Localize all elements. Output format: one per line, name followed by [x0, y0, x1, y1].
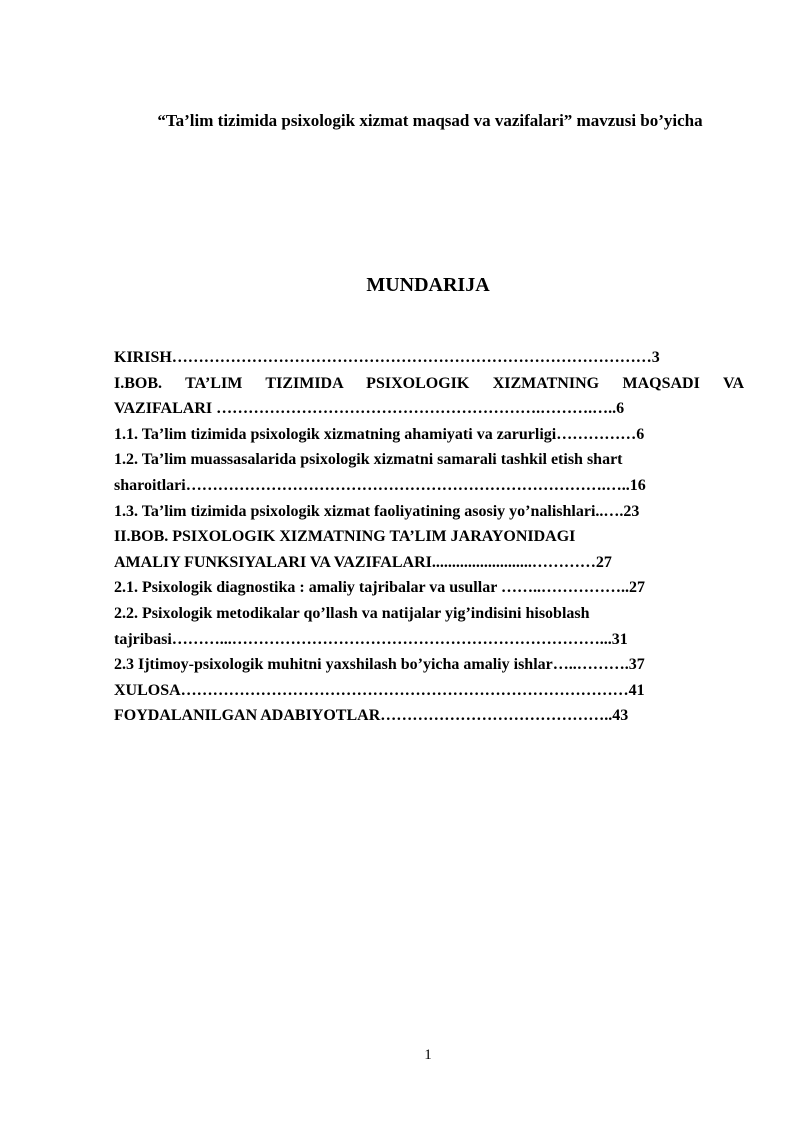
toc-entry-section-2-2-cont[interactable]: tajribasi………...……………………………………………………………...31: [114, 630, 628, 648]
toc-heading: MUNDARIJA: [366, 274, 490, 296]
toc-entry-chapter-2-title-cont[interactable]: AMALIY FUNKSIYALARI VA VAZIFALARI.........................…………27: [114, 553, 612, 571]
toc-entry-xulosa[interactable]: XULOSA…………………………………………………………………………41: [114, 681, 645, 699]
toc-entry-chapter-2-title[interactable]: II.BOB. PSIXOLOGIK XIZMATNING TA’LIM JARAYONIDAGI: [114, 528, 576, 546]
toc-entry-section-1-2-cont[interactable]: sharoitlari…………………………………………………………………….…..16: [114, 476, 646, 494]
toc-entry-section-2-3[interactable]: 2.3 Ijtimoy-psixologik muhitni yaxshilash bo’yicha amaliy ishlar…..……….37: [114, 656, 645, 674]
page-number: 1: [424, 1047, 432, 1063]
toc-entry-adabiyotlar[interactable]: FOYDALANILGAN ADABIYOTLAR……………………………………..43: [114, 707, 629, 725]
document-topic: “Ta’lim tizimida psixologik xizmat maqsad va vazifalari” mavzusi bo’yicha: [157, 111, 703, 130]
toc-entry-chapter-1-title-cont[interactable]: VAZIFALARI …………………………………………………….……….…..6: [114, 400, 625, 418]
toc-entry-section-2-1[interactable]: 2.1. Psixologik diagnostika : amaliy tajribalar va usullar ……..……………..27: [114, 579, 646, 597]
toc-entry-chapter-1-title[interactable]: I.BOB. TA’LIM TIZIMIDA PSIXOLOGIK XIZMATNING MAQSADI VA: [114, 374, 744, 392]
toc-entry-kirish[interactable]: KIRISH………………………………………………………………………………3: [114, 349, 660, 366]
toc-entry-section-1-3[interactable]: 1.3. Ta’lim tizimida psixologik xizmat faoliyatining asosiy yo’nalishlari..….23: [114, 502, 640, 520]
table-of-contents: [114, 345, 744, 729]
toc-entry-section-2-2[interactable]: 2.2. Psixologik metodikalar qo’llash va natijalar yig’indisini hisoblash: [114, 604, 590, 622]
toc-entry-section-1-2[interactable]: 1.2. Ta’lim muassasalarida psixologik xizmatni samarali tashkil etish shart: [114, 451, 623, 469]
toc-entry-section-1-1[interactable]: 1.1. Ta’lim tizimida psixologik xizmatning ahamiyati va zarurligi……………6: [114, 425, 645, 443]
